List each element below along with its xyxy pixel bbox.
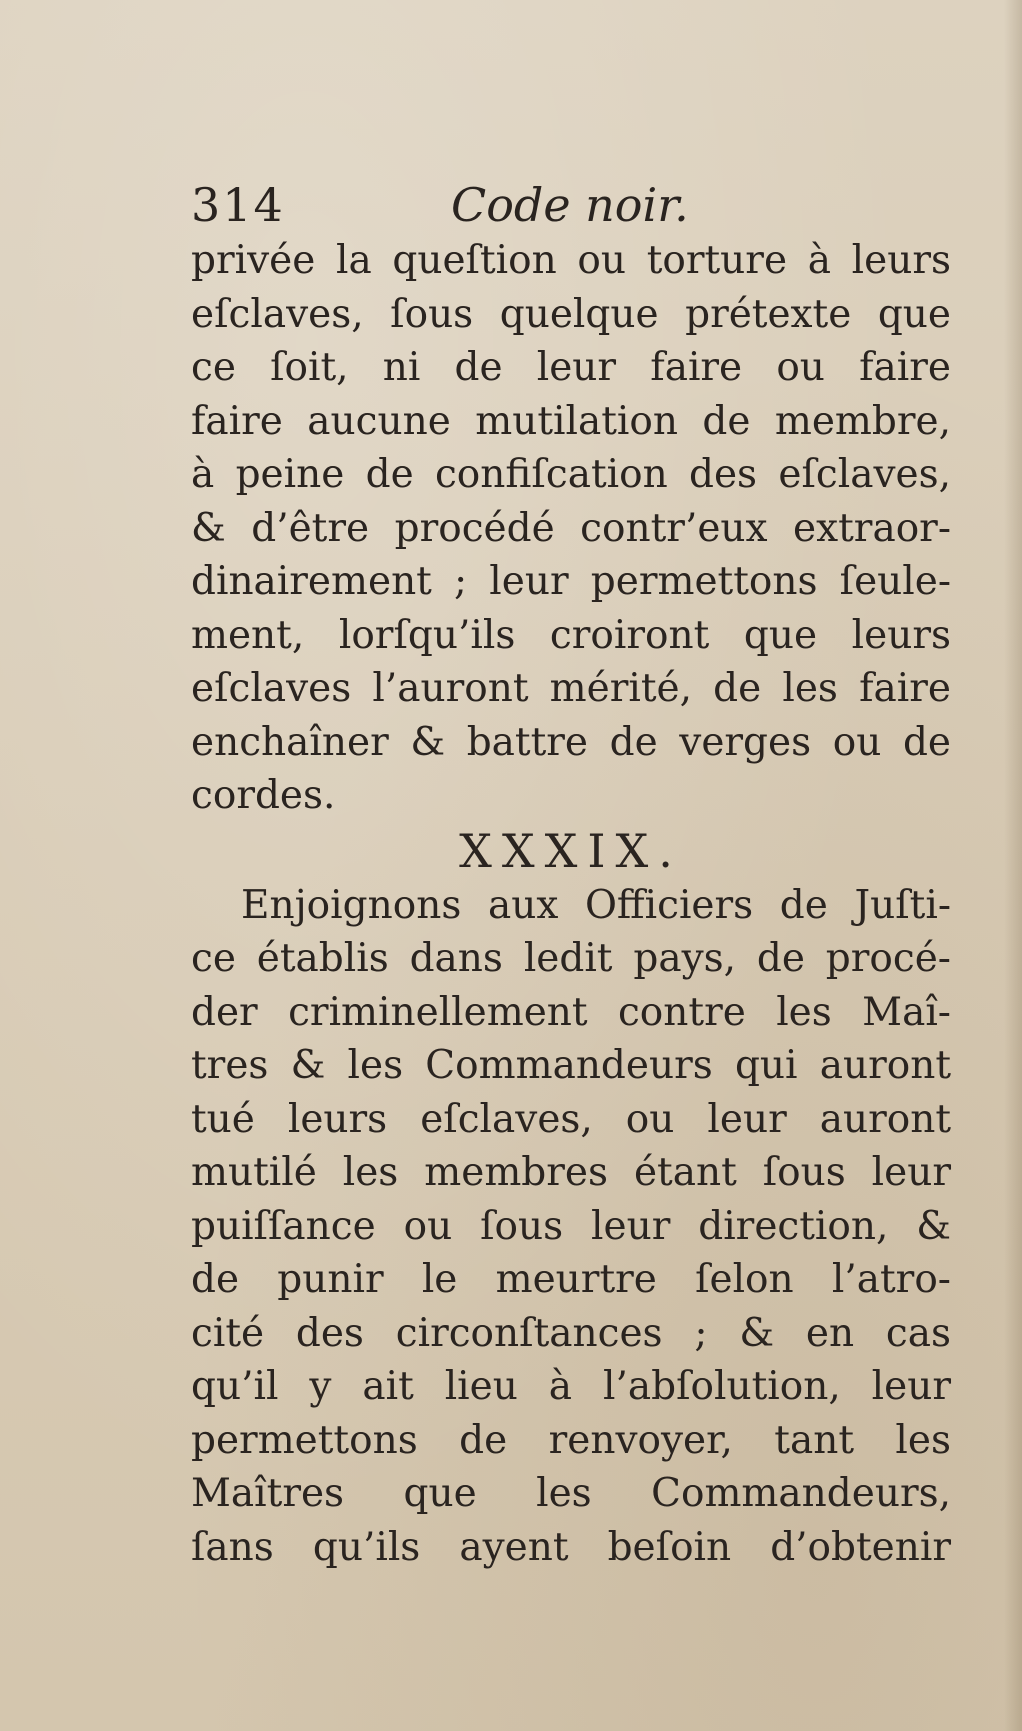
text-line: cité des circonſtances ; & en cas bbox=[191, 1310, 951, 1356]
running-title: Code noir. bbox=[451, 178, 689, 232]
text-line: eſclaves l’auront mérité, de les faire bbox=[191, 666, 951, 711]
text-line: enchaîner & battre de verges ou de bbox=[191, 719, 951, 765]
paragraph-1 bbox=[191, 234, 951, 823]
text-line: Maîtres que les Commandeurs, bbox=[191, 1471, 951, 1516]
text-line: tué leurs eſclaves, ou leur auront bbox=[191, 1096, 951, 1142]
text-line: de punir le meurtre ſelon l’atro- bbox=[191, 1257, 951, 1302]
text-line: eſclaves, ſous quelque prétexte que bbox=[191, 291, 951, 337]
text-line: mutilé les membres étant ſous leur bbox=[191, 1150, 951, 1195]
text-line: dinairement ; leur permettons ſeule- bbox=[191, 559, 951, 604]
text-line: ment, lorſqu’ils croiront que leurs bbox=[191, 612, 951, 658]
text-line: faire aucune mutilation de membre, bbox=[191, 398, 951, 444]
text-line: permettons de renvoyer, tant les bbox=[191, 1417, 951, 1463]
page-number: 314 bbox=[191, 178, 285, 232]
paragraph-2 bbox=[191, 879, 951, 1575]
text-line: tres & les Commandeurs qui auront bbox=[191, 1043, 951, 1088]
page-header bbox=[191, 178, 951, 234]
text-line: ce établis dans ledit pays, de procé- bbox=[191, 936, 951, 981]
article-heading: XXXIX. bbox=[459, 823, 683, 878]
text-line: qu’il y ait lieu à l’abſolution, leur bbox=[191, 1364, 951, 1409]
text-line: cordes. bbox=[191, 773, 336, 818]
text-block bbox=[191, 178, 951, 1574]
text-line: der criminellement contre les Maî- bbox=[191, 989, 951, 1035]
text-line: ce ſoit, ni de leur faire ou faire bbox=[191, 345, 951, 390]
text-line: & d’être procédé contr’eux extraor- bbox=[191, 505, 951, 551]
text-line: Enjoignons aux Officiers de Juſti- bbox=[241, 882, 951, 928]
text-line: à peine de confiſcation des eſclaves, bbox=[191, 452, 951, 497]
text-line: ſans qu’ils ayent beſoin d’obtenir bbox=[191, 1524, 951, 1570]
text-line: privée la queſtion ou torture à leurs bbox=[191, 238, 951, 283]
text-line: puiſſance ou ſous leur direction, & bbox=[191, 1203, 951, 1249]
